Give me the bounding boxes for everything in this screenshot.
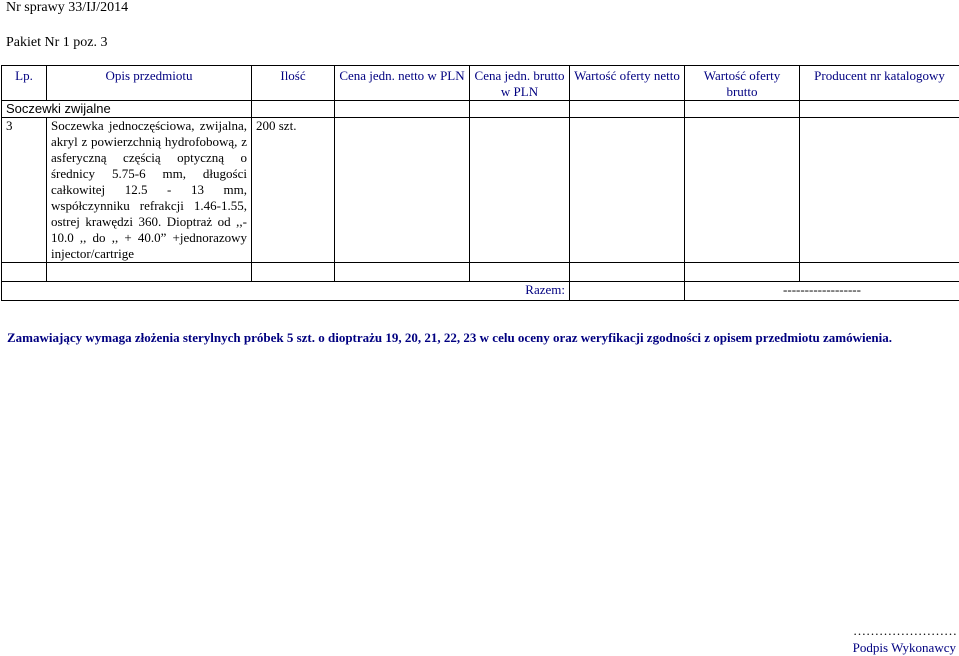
- spacer-row: [2, 263, 959, 282]
- case-number: Nr sprawy 33/IJ/2014: [6, 0, 129, 15]
- item-value-net: [570, 118, 685, 263]
- requirement-note: Zamawiający wymaga złożenia sterylnych próbek 5 szt. o dioptrażu 19, 20, 21, 22, 23 w celu oceny oraz weryfikacji zgodności z opisem przedmiotu zamówienia.: [7, 330, 892, 345]
- col-header-unit-gross: Cena jedn. brutto w PLN: [470, 66, 570, 101]
- total-net: [570, 282, 685, 301]
- item-unit-net: [335, 118, 470, 263]
- col-header-producer: Producent nr katalogowy: [800, 66, 959, 101]
- signature-line: ……………………: [853, 623, 957, 638]
- col-header-lp: Lp.: [2, 66, 47, 101]
- signature-label: Podpis Wykonawcy: [852, 640, 956, 655]
- total-row: [2, 282, 959, 301]
- category-label: Soczewki zwijalne: [2, 101, 252, 118]
- total-label: Razem:: [2, 282, 570, 301]
- col-header-value-gross: Wartość oferty brutto: [685, 66, 800, 101]
- offer-table: [1, 65, 959, 301]
- total-gross: ------------------: [685, 282, 959, 301]
- item-lp: 3: [2, 118, 47, 263]
- item-unit-gross: [470, 118, 570, 263]
- item-quantity: 200 szt.: [252, 118, 335, 263]
- col-header-unit-net: Cena jedn. netto w PLN: [335, 66, 470, 101]
- item-value-gross: [685, 118, 800, 263]
- table-row: [2, 118, 959, 263]
- category-row: [2, 101, 959, 118]
- col-header-quantity: Ilość: [252, 66, 335, 101]
- package-title: Pakiet Nr 1 poz. 3: [6, 35, 108, 50]
- item-producer: [800, 118, 959, 263]
- col-header-description: Opis przedmiotu: [47, 66, 252, 101]
- item-description: Soczewka jednoczęściowa, zwijalna, akryl z powierzchnią hydrofobową, z asferyczną częścią optyczną o średnicy 5.75-6 mm, długości całkowitej 12.5 - 13 mm, współczynniku refrakcji 1.46-1.55, ostrej krawędzi 360. Dioptraż od ,,- 10.0 ,, do ,, + 40.0” +jednorazowy injector/cartrige: [47, 118, 252, 263]
- col-header-value-net: Wartość oferty netto: [570, 66, 685, 101]
- table-header-row: [2, 66, 959, 101]
